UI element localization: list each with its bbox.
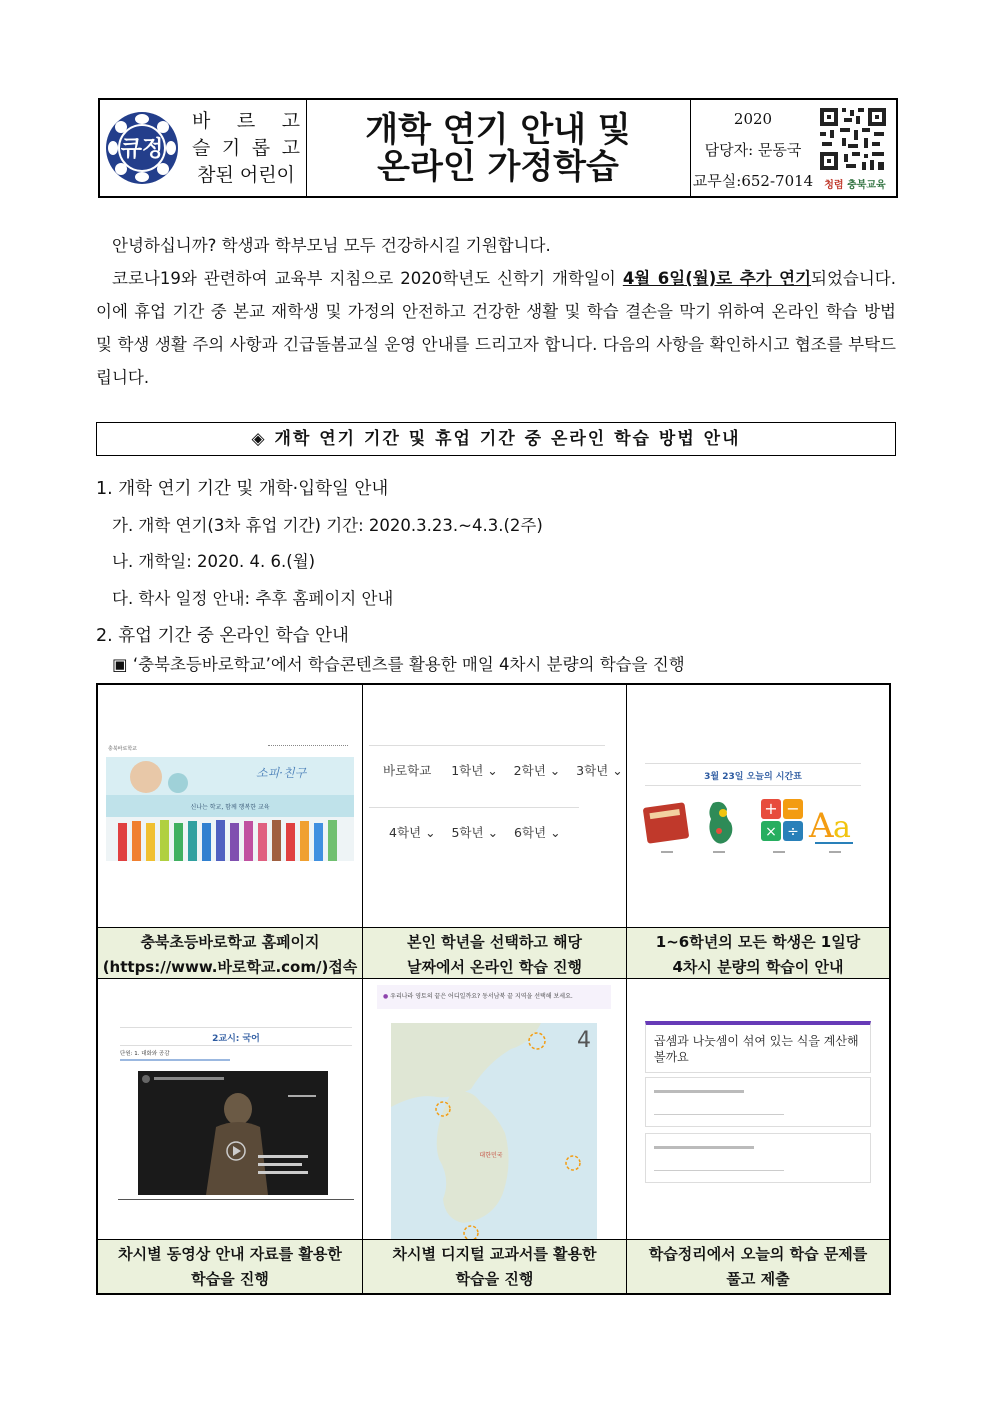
grade-menu-row-1 bbox=[383, 761, 623, 779]
quiz-title: 곱셈과 나눗셈이 섞여 있는 식을 계산해 볼까요 bbox=[645, 1021, 871, 1073]
menu-grade-1[interactable]: 1학년 ⌄ bbox=[451, 763, 498, 778]
item-a: 가. 개학 연기(3차 휴업 기간) 기간: 2020.3.23.~4.3.(2주) bbox=[112, 516, 543, 535]
chevron-down-icon: ⌄ bbox=[550, 825, 561, 840]
motto-line-2: 슬 기 롭 고 bbox=[192, 137, 300, 159]
lesson-title: 2교시: 국어 bbox=[212, 1034, 260, 1044]
motto-line-1: 바 르 고 bbox=[192, 110, 300, 132]
reopen-date-emphasis: 4월 6일(월)로 추가 연기 bbox=[622, 269, 812, 288]
chevron-down-icon: ⌄ bbox=[487, 763, 498, 778]
svg-text:−: − bbox=[786, 799, 800, 818]
svg-text:소피·친구: 소피·친구 bbox=[256, 766, 307, 780]
svg-text:큐정: 큐정 bbox=[120, 137, 164, 162]
panel-grade-menu bbox=[363, 685, 626, 927]
section-title: ◈ 개학 연기 기간 및 휴업 기간 중 온라인 학습 방법 안내 bbox=[96, 422, 896, 456]
item-b: 나. 개학일: 2020. 4. 6.(월) bbox=[112, 552, 316, 571]
intro-text bbox=[96, 229, 896, 394]
learning-steps-grid bbox=[96, 683, 891, 1295]
caption-grade-menu: 본인 학년을 선택하고 해당 날짜에서 온라인 학습 진행 bbox=[363, 928, 626, 978]
menu-grade-2[interactable]: 2학년 ⌄ bbox=[513, 763, 561, 778]
letters-icon bbox=[808, 806, 853, 846]
intro-body: 코로나19와 관련하여 교육부 지침으로 2020학년도 신학기 개학일이 4월 6일(월)로 추가 연기되었습니다. 이에 휴업 기간 중 본교 재학생 및 가정의 안전하고 건강한 생활 및 학습 결손을 막기 위하여 온라인 학습 방법 및 학생 생활 주의 사항과 긴급돌봄교실 운영 안내를 드리고자 합니다. 다음의 사항을 확인하시고 협조를 부탁드립니다. bbox=[96, 269, 896, 387]
school-identity bbox=[100, 100, 307, 196]
title-cell bbox=[306, 100, 691, 196]
homepage-screenshot bbox=[106, 757, 354, 861]
site-nav[interactable] bbox=[268, 745, 348, 749]
qr-code-icon[interactable] bbox=[816, 104, 890, 174]
chevron-down-icon: ⌄ bbox=[487, 825, 499, 840]
korea-map[interactable] bbox=[391, 1023, 597, 1239]
caption-quiz: 학습정리에서 오늘의 학습 문제를 풀고 제출 bbox=[627, 1240, 889, 1293]
panel-quiz bbox=[627, 979, 889, 1239]
svg-text:+: + bbox=[764, 799, 778, 818]
item-heading-2: 2. 휴업 기간 중 온라인 학습 안내 bbox=[96, 626, 349, 646]
item-heading-1: 1. 개학 연기 기간 및 개학·입학일 안내 bbox=[96, 479, 389, 499]
chevron-down-icon: ⌄ bbox=[612, 763, 623, 778]
item-c: 다. 학사 일정 안내: 추후 홈페이지 안내 bbox=[112, 589, 394, 608]
item-note: ▣ ‘충북초등바로학교’에서 학습콘텐츠를 활용한 매일 4차시 분량의 학습을 진행 bbox=[112, 655, 685, 674]
textbook-question: ● 우리나라 영토의 끝은 어디일까요? 동서남북 끝 지역을 선택해 보세요. bbox=[377, 985, 611, 1009]
panel-timetable bbox=[627, 685, 889, 927]
menu-home[interactable]: 바로학교 bbox=[383, 763, 432, 778]
school-emblem-icon bbox=[104, 110, 180, 186]
motto-line-3: 참된 어린이 bbox=[197, 164, 295, 186]
year: 2020 bbox=[733, 110, 773, 128]
lesson-video-player[interactable] bbox=[138, 1071, 328, 1195]
chevron-down-icon: ⌄ bbox=[549, 763, 561, 778]
document-title: 개학 연기 안내 및 온라인 가정학습 bbox=[365, 110, 631, 187]
panel-homepage bbox=[98, 685, 362, 927]
office-phone: 교무실:652-7014 bbox=[692, 172, 814, 190]
menu-grade-3[interactable]: 3학년 ⌄ bbox=[576, 763, 623, 778]
intro-greeting: 안녕하십니까? 학생과 학부모님 모두 건강하시길 기원합니다. bbox=[112, 236, 551, 255]
chevron-down-icon: ⌄ bbox=[425, 825, 436, 840]
quiz-question-2[interactable] bbox=[645, 1133, 871, 1183]
panel-video bbox=[98, 979, 362, 1239]
menu-grade-6[interactable]: 6학년 ⌄ bbox=[513, 825, 561, 840]
caption-timetable: 1~6학년의 모든 학생은 1일당 4차시 분량의 학습이 안내 bbox=[627, 928, 889, 978]
bullet-icon: ● bbox=[383, 993, 389, 1000]
document-header bbox=[98, 98, 898, 198]
grade-menu-row-2 bbox=[389, 823, 561, 841]
menu-grade-4[interactable]: 4학년 ⌄ bbox=[389, 825, 436, 840]
contact-person: 담당자: 문동국 bbox=[704, 141, 802, 159]
panel-digital-textbook bbox=[363, 979, 626, 1239]
svg-text:A: A bbox=[809, 806, 834, 846]
compass-icon: 4 bbox=[577, 1028, 591, 1053]
svg-text:대한민국: 대한민국 bbox=[479, 1152, 503, 1159]
caption-digital-textbook: 차시별 디지털 교과서를 활용한 학습을 진행 bbox=[363, 1240, 626, 1293]
contact-cell bbox=[690, 100, 896, 196]
answer-field-1[interactable] bbox=[654, 1110, 784, 1115]
svg-text:신나는 학교, 함께 행복한 교육: 신나는 학교, 함께 행복한 교육 bbox=[190, 804, 270, 811]
contact-info bbox=[690, 104, 816, 197]
school-motto bbox=[192, 108, 300, 189]
book-icon bbox=[643, 802, 689, 843]
answer-field-2[interactable] bbox=[654, 1166, 784, 1171]
svg-text:÷: ÷ bbox=[787, 824, 799, 840]
map-korea-icon bbox=[709, 802, 732, 844]
svg-text:×: × bbox=[765, 824, 777, 840]
menu-grade-5[interactable]: 5학년 ⌄ bbox=[451, 825, 499, 840]
timetable-title: 3월 23일 오늘의 시간표 bbox=[704, 772, 802, 782]
subject-icons bbox=[643, 793, 867, 861]
math-icon bbox=[761, 799, 803, 841]
caption-video: 차시별 동영상 안내 자료를 활용한 학습을 진행 bbox=[98, 1240, 362, 1293]
edu-logo: 청렴 충북교육 bbox=[824, 180, 886, 191]
svg-text:a: a bbox=[833, 810, 851, 845]
quiz-question-1[interactable] bbox=[645, 1077, 871, 1127]
site-name: 충북바로학교 bbox=[108, 746, 137, 752]
lesson-unit: 단원: 1. 대화와 공감 bbox=[120, 1051, 170, 1057]
caption-homepage: 충북초등바로학교 홈페이지 (https://www.바로학교.com/)접속 bbox=[98, 928, 362, 978]
